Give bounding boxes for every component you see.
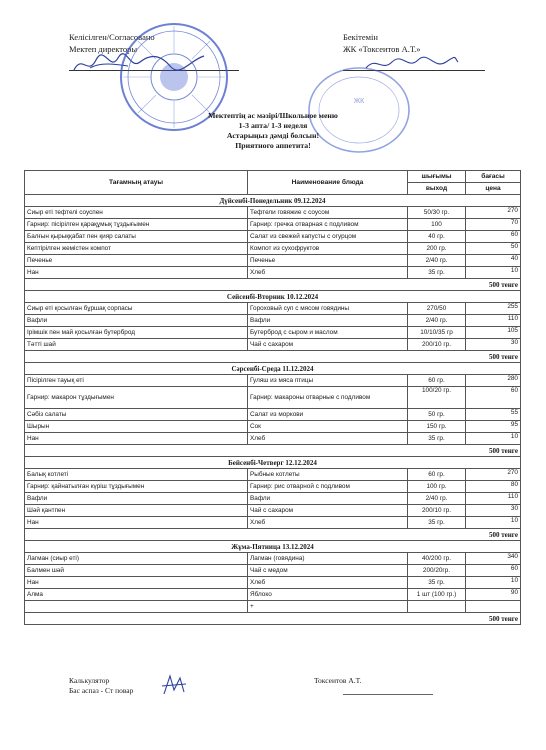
week-label: 1-3 апта/ 1-3 неделя [238,121,308,130]
col-header-output-ru: выход [408,183,466,195]
dish-price: 10 [466,577,521,589]
dish-price: 60 [466,387,521,409]
dish-output: 35 гр. [408,433,466,445]
dish-name-ru: Салат из свежей капусты с огурцом [248,231,408,243]
dish-name-ru: Бутерброд с сыром и маслом [248,327,408,339]
day-title: Жұма-Пятница 13.12.2024 [25,541,521,553]
greeting-ru: Приятного аппетита! [235,141,311,150]
dish-output [408,601,466,613]
dish-name-ru: Хлеб [248,517,408,529]
dish-row [25,469,521,481]
dish-name-ru: Рыбные котлеты [248,469,408,481]
dish-name-kz: Нан [25,267,248,279]
dish-name-kz: Гарнир: макарон тұздығымен [25,387,248,409]
dish-name-kz: Лагман (сиыр еті) [25,553,248,565]
dish-output: 50/30 гр. [408,207,466,219]
dish-row [25,339,521,351]
chef-label: Бас аспаз - Ст повар [69,686,134,695]
dish-output: 40 гр. [408,231,466,243]
dish-name-kz: Вафли [25,493,248,505]
dish-name-kz: Гарнир: пісірілген қарақұмық тұздығымен [25,219,248,231]
dish-price: 110 [466,493,521,505]
dish-row [25,553,521,565]
dish-name-kz: Балғын қырыққабат пен қияр салаты [25,231,248,243]
dish-output: 200/10 гр. [408,339,466,351]
dish-name-ru: Лагман (говядина) [248,553,408,565]
dish-row [25,207,521,219]
day-header-row [25,291,521,303]
day-total: 500 тенге [25,613,521,625]
owner-stamp-text: ЖК [353,98,365,105]
dish-name-kz [25,601,248,613]
dish-name-kz: Нан [25,577,248,589]
day-total-row [25,351,521,363]
day-total-row [25,279,521,291]
greeting-kz: Астарыңыз дәмді болсын! [226,131,320,140]
dish-name-kz: Балық котлеті [25,469,248,481]
day-header-row [25,195,521,207]
footer-signature-line [343,694,433,695]
col-header-price-kz: бағасы [466,171,521,183]
dish-output: 100 гр. [408,481,466,493]
dish-price: 10 [466,433,521,445]
dish-price: 255 [466,303,521,315]
dish-price: 95 [466,421,521,433]
chef-signature [158,672,188,698]
dish-output: 35 гр. [408,577,466,589]
approve-label: Бекітемін [343,32,378,42]
day-header-row [25,541,521,553]
dish-output: 50 гр. [408,409,466,421]
dish-price: 270 [466,207,521,219]
dish-price: 110 [466,315,521,327]
dish-name-ru: Компот из сухофруктов [248,243,408,255]
day-total-row [25,445,521,457]
dish-row [25,255,521,267]
dish-output: 2/40 гр. [408,493,466,505]
dish-name-kz: Тәтті шай [25,339,248,351]
dish-row [25,481,521,493]
dish-price: 90 [466,589,521,601]
dish-output: 60 гр. [408,469,466,481]
dish-price: 40 [466,255,521,267]
dish-price: 55 [466,409,521,421]
dish-output: 40/200 гр. [408,553,466,565]
dish-row [25,231,521,243]
day-total: 500 тенге [25,529,521,541]
menu-title: Мектептің ас мәзірі/Школьное меню [208,111,338,120]
dish-price: 60 [466,565,521,577]
dish-name-ru: Салат из моркови [248,409,408,421]
dish-row [25,517,521,529]
dish-name-kz: Ірімшік пен май қосылған бутерброд [25,327,248,339]
dish-output: 2/40 гр. [408,315,466,327]
dish-name-kz: Пісірілген тауық еті [25,375,248,387]
dish-name-ru: Чай с медом [248,565,408,577]
dish-name-kz: Нан [25,517,248,529]
dish-name-ru: Тефтели говяжие с соусом [248,207,408,219]
dish-name-ru: Хлеб [248,267,408,279]
dish-price: 10 [466,517,521,529]
dish-price: 10 [466,267,521,279]
col-header-output-kz: шығымы [408,171,466,183]
dish-name-kz: Шырын [25,421,248,433]
dish-name-ru: Яблоко [248,589,408,601]
dish-name-kz: Балмен шәй [25,565,248,577]
day-header-row [25,363,521,375]
dish-name-kz: Гарнир: қайнатылған күріш тұздығымен [25,481,248,493]
dish-row [25,375,521,387]
dish-name-ru: Гуляш из мяса птицы [248,375,408,387]
footer-right-name: Токсеитов А.Т. [314,676,362,685]
day-total-row [25,613,521,625]
dish-name-kz: Сиыр еті қосылған бұршақ сорпасы [25,303,248,315]
dish-name-ru: Гарнир: рис отварной с подливом [248,481,408,493]
dish-output: 10/10/35 гр [408,327,466,339]
dish-name-ru: Печенье [248,255,408,267]
dish-output: 35 гр. [408,517,466,529]
dish-row [25,219,521,231]
dish-name-ru: Гарнир: макароны отварные с подливом [248,387,408,409]
dish-price: 50 [466,243,521,255]
dish-output: 200/20гр. [408,565,466,577]
dish-row [25,327,521,339]
dish-price: 105 [466,327,521,339]
dish-name-ru: Гарнир: гречка отварная с подливом [248,219,408,231]
col-header-ru-name: Наименование блюда [248,171,408,195]
dish-name-ru: Гороховый суп с мясом говядины [248,303,408,315]
dish-name-kz: Кептірілген жемістен компот [25,243,248,255]
day-total: 500 тенге [25,279,521,291]
menu-table [24,170,521,625]
day-total: 500 тенге [25,445,521,457]
dish-row [25,589,521,601]
dish-name-ru: Чай с сахаром [248,505,408,517]
dish-output: 100/20 гр. [408,387,466,409]
dish-price: 340 [466,553,521,565]
owner-label: ЖК «Токсеитов А.Т.» [343,44,421,54]
dish-price: 270 [466,469,521,481]
menu-table-body [25,195,521,625]
day-title: Дүйсенбі-Понедельник 09.12.2024 [25,195,521,207]
dish-row [25,303,521,315]
dish-output: 35 гр. [408,267,466,279]
day-title: Сейсенбі-Вторник 10.12.2024 [25,291,521,303]
dish-row [25,565,521,577]
dish-price: 80 [466,481,521,493]
dish-price: 70 [466,219,521,231]
dish-output: 1 шт (100 гр.) [408,589,466,601]
menu-title-block [0,111,546,151]
dish-output: 200 гр. [408,243,466,255]
dish-output: 100 [408,219,466,231]
dish-row [25,505,521,517]
dish-row [25,315,521,327]
calculator-label: Калькулятор [69,676,110,685]
col-header-price-ru: цена [466,183,521,195]
dish-name-ru: Вафли [248,315,408,327]
footer-left [69,676,133,696]
day-title: Бейсенбі-Четверг 12.12.2024 [25,457,521,469]
dish-output: 150 гр. [408,421,466,433]
dish-row [25,493,521,505]
dish-name-kz: Сиыр еті тефтелі соуспен [25,207,248,219]
dish-name-ru: Чай с сахаром [248,339,408,351]
dish-row [25,433,521,445]
dish-name-ru: Хлеб [248,577,408,589]
day-total-row [25,529,521,541]
dish-output: 60 гр. [408,375,466,387]
day-total: 500 тенге [25,351,521,363]
dish-name-ru: Хлеб [248,433,408,445]
dish-name-kz: Шәй қантпен [25,505,248,517]
dish-output: 2/40 гр. [408,255,466,267]
dish-price: 30 [466,505,521,517]
dish-name-kz: Вафли [25,315,248,327]
dish-row [25,267,521,279]
dish-name-ru: Вафли [248,493,408,505]
dish-name-kz: Сәбіз салаты [25,409,248,421]
dish-price: 30 [466,339,521,351]
dish-row [25,243,521,255]
day-title: Сәрсенбі-Среда 11.12.2024 [25,363,521,375]
dish-row [25,601,521,613]
dish-name-ru: Сок [248,421,408,433]
dish-price: 60 [466,231,521,243]
dish-row [25,409,521,421]
col-header-kz-name: Тағамның атауы [25,171,248,195]
dish-output: 200/10 гр. [408,505,466,517]
dish-price: 280 [466,375,521,387]
dish-row [25,577,521,589]
director-label: Мектеп директоры [69,44,138,54]
dish-row [25,421,521,433]
dish-output: 270/50 [408,303,466,315]
day-header-row [25,457,521,469]
dish-name-kz: Нан [25,433,248,445]
dish-name-ru: + [248,601,408,613]
dish-name-kz: Алма [25,589,248,601]
dish-name-kz: Печенье [25,255,248,267]
dish-row [25,387,521,409]
dish-price [466,601,521,613]
agreed-label: Келісілген/Согласовано [69,32,155,42]
